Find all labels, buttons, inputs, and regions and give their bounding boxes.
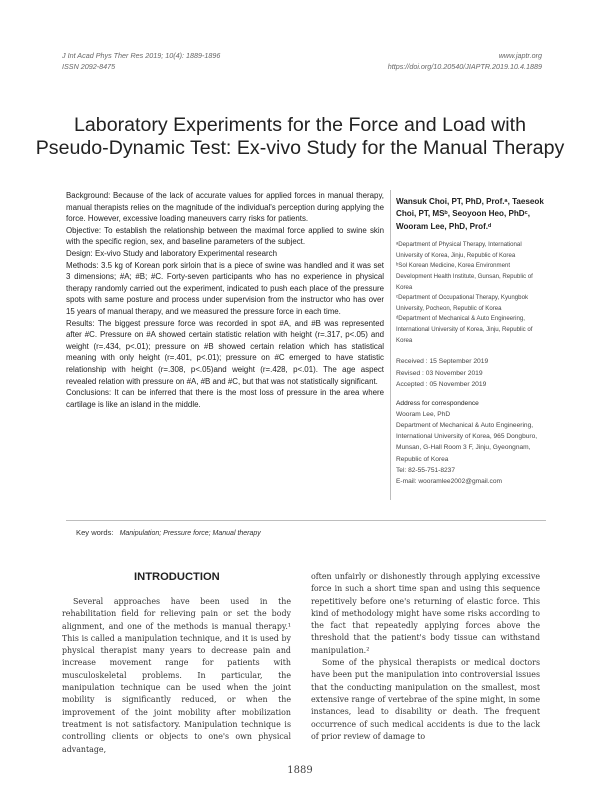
correspondence-title: Address for correspondence: [396, 399, 479, 407]
title-line-1: Laboratory Experiments for the Force and Load with: [74, 114, 526, 136]
title-line-2: Pseudo-Dynamic Test: Ex-vivo Study for the Manual Therapy: [35, 137, 565, 159]
affiliations: [396, 240, 546, 346]
journal-website[interactable]: www.japtr.org: [498, 51, 542, 60]
correspondence-address: Department of Mechanical & Auto Engineering, International University of Korea, 965 Dongburo, Munsan, G-Hall Room 3 F, Jinju, Gyeongnam, Republic of Korea: [396, 422, 538, 463]
received-date: Received : 15 September 2019: [396, 358, 489, 366]
page-number: 1889: [287, 765, 313, 776]
journal-citation: [62, 50, 220, 72]
abstract-objective: Objective: To establish the relationship between the maximal force applied to swine skin with the specific region, sex, and baseline parameters of the subject.: [66, 225, 384, 247]
intro-paragraph-2: Some of the physical therapists or medical doctors have been put the manipulation into controversial issues that the conducting manipulation on the smallest, most extensive range of vertebrae of the spine might, in some instances, lead to disability or death. The frequent occurrence of such medical accidents is due to the lack of prior review of damage to: [311, 658, 540, 741]
affiliation-c: ᶜDepartment of Occupational Therapy, Kyungbok University, Pocheon, Republic of Korea: [396, 294, 529, 312]
revised-date: Revised : 03 November 2019: [396, 369, 483, 377]
abstract-methods: Methods: 3.5 kg of Korean pork sirloin that is a piece of swine was handled and it was set 3 dimensions; #A; #B; #C. Forty-seven participants who has no experience in physical therapy randomly carried out the experiment, indicated to push each place of the pressure spots with same posture and process under supervision from the instructor who has over 15 years of manual therapy, and we measured the pressure force in each time.: [66, 260, 384, 316]
abstract: [66, 190, 384, 410]
body-column-right: [311, 571, 540, 743]
section-heading-introduction: INTRODUCTION: [134, 571, 220, 583]
journal-links: [388, 50, 542, 72]
affiliation-a: ᵃDepartment of Physical Therapy, International University of Korea, Jinju, Republic of Korea: [396, 241, 522, 259]
keywords: [76, 528, 261, 537]
keywords-value: Manipulation; Pressure force; Manual therapy: [119, 530, 261, 537]
abstract-results: Results: The biggest pressure force was recorded in spot #A, and #B was represented after #C. Pressure on #A showed certain statistic relation with height (r=.317, p<.05) and weight (r=.434, p<.01); pressure on #B showed certain relation which has statistical meaning with only height (r=.401, p<.01); pressure on #C emerged to have statistic relationship with height (r=.308, p<.05)and weight (r=.428, p<.01). The age aspect revealed relation with pressure on #A, #B and #C, but that was not statistically significant.: [66, 318, 384, 386]
issn: ISSN 2092-8475: [62, 62, 116, 71]
journal-ref: J Int Acad Phys Ther Res 2019; 10(4): 1889-1896: [62, 51, 221, 60]
column-divider: [390, 190, 391, 500]
article-info: [396, 196, 546, 487]
intro-paragraph-1: Several approaches have been used in the rehabilitation field for relieving pain or set the body alignment, and one of the methods is manual therapy.¹ This is called a manipulation technique, and it is used by physical therapist many years to decrease pain and increase movement range for patients with musculoskeletal problems. In particular, the manipulation technique can be used when the joint mobility is significantly reduced, or when the improvement of the joint mobility after mobilization treatment is not satisfactory. Manipulation technique is controlling clients or objects to one's own physical advantage,: [62, 597, 291, 754]
author-list: Wansuk Choi, PT, PhD, Prof.ᵃ, Taeseok Choi, PT, MSᵇ, Seoyoon Heo, PhDᶜ, Wooram Lee, PhD, Prof.ᵈ: [396, 197, 544, 231]
body-column-left: [62, 596, 291, 756]
abstract-background: Background: Because of the lack of accurate values for applied forces in manual therapy, manual therapists relies on the magnitude of the individual's perception during applying the force. However, excessive loading maneuvers carry risks for patients.: [66, 191, 384, 224]
abstract-conclusions: Conclusions: It can be inferred that there is the most loss of pressure in the area where cartilage is like an island in the middle.: [66, 388, 384, 409]
keywords-rule: [66, 520, 546, 521]
correspondence-tel: Tel: 82-55-751-8237: [396, 466, 456, 474]
correspondence-email[interactable]: E-mail: wooramlee2002@gmail.com: [396, 478, 503, 486]
affiliation-b: ᵇSol Korean Medicine, Korea Environment Development Health Institute, Gunsan, Republic of Korea: [396, 262, 533, 291]
accepted-date: Accepted : 05 November 2019: [396, 381, 487, 389]
correspondence-name: Wooram Lee, PhD: [396, 410, 451, 418]
abstract-design: Design: Ex-vivo Study and laboratory Experimental research: [66, 248, 277, 258]
correspondence: [396, 398, 546, 488]
article-dates: [396, 356, 546, 391]
keywords-label: Key words:: [76, 528, 114, 537]
affiliation-d: ᵈDepartment of Mechanical & Auto Engineering, International University of Korea, Jinju, Republic of Korea: [396, 315, 533, 344]
doi-link[interactable]: https://doi.org/10.20540/JIAPTR.2019.10.4.1889: [387, 62, 542, 71]
intro-paragraph-1-cont: often unfairly or dishonestly through applying excessive force in such a short time span and using this sequence repetitively before one's returning of elastic force. This kind of methodology might have some risks according to the fact that repeatedly applying forces above the threshold that the patient's body tissue can withstand manipulation.²: [311, 572, 540, 655]
paper-title: [30, 114, 570, 160]
